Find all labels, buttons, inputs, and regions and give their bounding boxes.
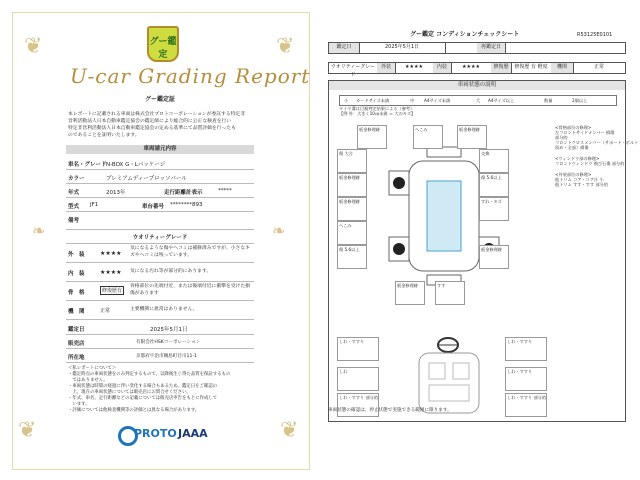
damage-tag: 板金修理跡 bbox=[357, 125, 387, 149]
size-legend: 小 カードサイズ未満 中 A4サイズ未満 大 A4サイズ以上 数量 2個以上 bbox=[339, 95, 617, 106]
damage-tag: しわ・すすり bbox=[505, 337, 547, 361]
tire-note: タイヤ溝は目視判定結果による（参考） bbox=[339, 106, 415, 111]
proto-logo: PROTO bbox=[134, 427, 177, 440]
vehicle-state-panel bbox=[328, 80, 639, 422]
quality-bar: ウオリティーグレード 外装 ★★★★ 内装 ★★★★ 修復歴 修復歴 有 軽度 機関 正常 bbox=[328, 62, 626, 74]
damage-tag: 板金修理跡 bbox=[337, 197, 367, 221]
damage-tag: しわ bbox=[337, 367, 379, 391]
type-row: 型式 JF1 車台番号 ********893 bbox=[66, 199, 254, 212]
condition-sheet bbox=[320, 0, 640, 480]
ornament-bottom-right-icon: ❦ bbox=[280, 418, 299, 443]
damage-tag: しわ・すすり 部分的 bbox=[337, 393, 379, 417]
date-bar: 鑑定日 2025年5月1日 再鑑定日 bbox=[328, 42, 626, 54]
report-script-title: U-car Grading Report bbox=[70, 64, 311, 88]
date-row: 鑑定日 2025年5月1日 bbox=[66, 322, 254, 335]
model-row: 車名・グレード N-BOX G・Lパッケージ bbox=[66, 157, 254, 170]
damage-tag: 傷 5.6以上 bbox=[479, 173, 509, 197]
grade-exterior: 外 装 ★★★★ 気になるような傷やヘコミは補修済みですが、小さなキズやヘコミは残っています。 bbox=[66, 244, 254, 263]
sheet-title: グー鑑定 コンディションチェックシート bbox=[410, 31, 520, 38]
ornament-right-icon: ❧ bbox=[272, 221, 286, 240]
damage-tag: へこみ bbox=[337, 221, 367, 245]
goo-badge: グー鑑定 bbox=[147, 26, 179, 62]
state-header: 車両状態の説明 bbox=[329, 81, 625, 90]
ornament-left-icon: ❧ bbox=[32, 221, 46, 240]
damage-tag: 板金修理跡 bbox=[337, 173, 367, 197]
sheet-footer: 車両状態の確認は、停止状態で実施できる範囲に限ります。 bbox=[328, 408, 452, 413]
damage-tag: しわ・すすり bbox=[337, 337, 379, 361]
notes-row: 備考 bbox=[66, 213, 254, 230]
sheet-code: R53125E0101 bbox=[577, 32, 613, 38]
jaaa-logo: JAAA bbox=[178, 427, 208, 440]
quality-header: ウオリティーグレード bbox=[66, 234, 254, 244]
damage-tag: 板金修理跡 bbox=[395, 281, 425, 305]
disclaimer-notes: ＜私レポートについて＞ ・鑑定時点の車両状態をのみ判定するもので、以降後生じ得た品質を保証するもの ではありません。 ・車両状態は時間の経過に伴い変化する場合もあるため、鑑定日をご確認の 上、現在の車両状態については販売店にお問合せください。 ・年式、車名、走行距離などの記載については販売店申告をもとに作成して います。 ・評価については他検査機関等の評価とは異なる場合があります。 bbox=[68, 366, 231, 413]
ornament-top-right-icon: ❦ bbox=[276, 34, 295, 59]
grade-interior: 内 装 ★★★★ 気になる汚れ等が部分的にあります。 bbox=[66, 263, 254, 282]
color-row: カラー プレミアムディープロッソパール bbox=[66, 171, 254, 184]
shop-row: 販売店 有限会社HSKコーポレーション bbox=[66, 336, 254, 349]
damage-tag: しわ・すすり 部分的 bbox=[505, 393, 547, 417]
damage-tag: 傷 5.6以上 bbox=[337, 245, 367, 269]
damage-tag: しわ・すすり bbox=[505, 367, 547, 391]
damage-tag: 板金修理跡 bbox=[479, 245, 509, 269]
vehicle-header: 車両請元内容 bbox=[66, 145, 254, 154]
damage-tag: へこみ bbox=[413, 125, 443, 149]
grade-engine: 機 関 正常 主要機関に異常はありません。 bbox=[66, 301, 254, 320]
intro-text: 本レポートに記載される車両は株式会社プロトコーポレーションが委託する特定非 営利活動法人日本自動車鑑定協会の鑑定師により総合的に公正な検査を行い 特定非営利活動法人日本自動車鑑定協会の定める基準にて品質評価を行ったも のであることを証明いたします。 bbox=[68, 112, 246, 138]
tire-note-2: 【例 外：大きく10㎝未満 ＝ 大のキズ】 bbox=[339, 111, 416, 116]
damage-tag: 傷 大合 bbox=[337, 149, 367, 173]
year-row: 年式 2013年 走行距離計表示 ***** bbox=[66, 185, 254, 198]
damage-tag: すれ・キズ bbox=[479, 197, 509, 221]
damage-tag: すす bbox=[435, 281, 465, 305]
damage-tag: 板金修理跡 bbox=[457, 125, 487, 149]
damage-tag: 交換 bbox=[479, 149, 509, 173]
address-row: 所在地 京都府宇治市槇島町目川11-1 bbox=[66, 350, 254, 363]
repair-notes: <骨格部位の修理> 左フロントサイドメンバー 損傷 部分的 フロントクロスメンバー（サポート・ボルト 留め・全部）損傷 <ウィンドウ部の修理> フロントウィンドウ 飛び石傷 部分的 <外装部位の修理> 他トリム コア・コア汁 小 他トリム すす・すす 部分的 bbox=[555, 125, 639, 187]
ornament-top-left-icon: ❦ bbox=[24, 34, 43, 59]
grade-frame: 骨 格 修復歴有 骨格部位の先端付近、または後端付近に衝撃を受けた損傷があります bbox=[66, 282, 254, 301]
ornament-bottom-left-icon: ❦ bbox=[18, 418, 37, 443]
certificate-subtitle: グー鑑定証 bbox=[145, 96, 176, 103]
